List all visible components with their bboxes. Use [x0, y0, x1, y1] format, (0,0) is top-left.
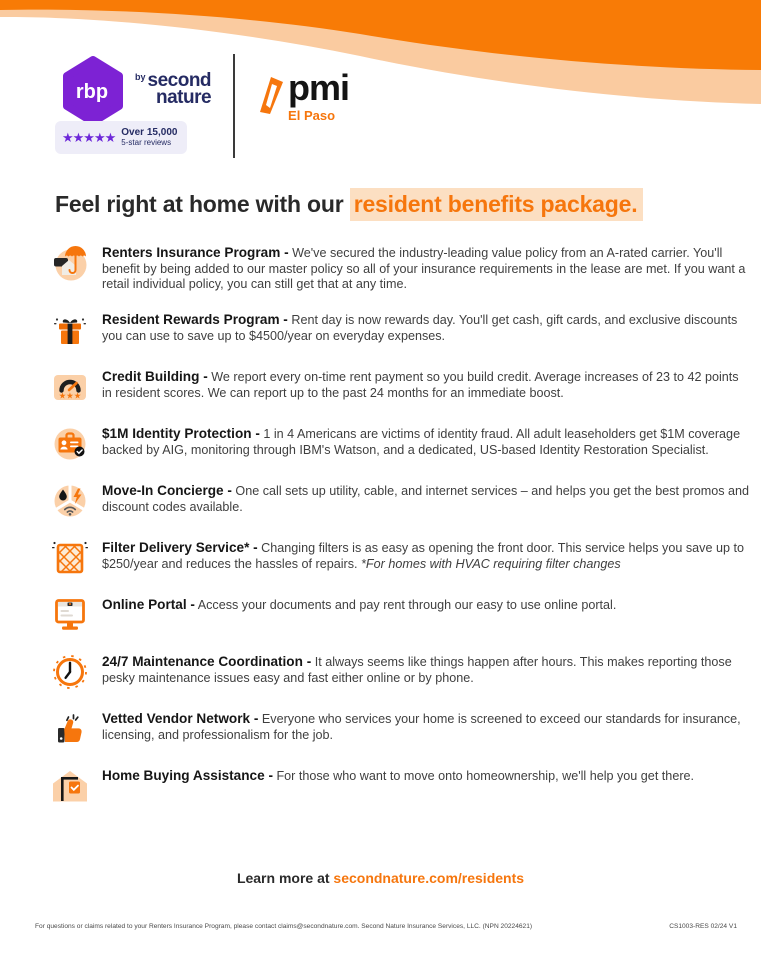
benefit-title: Home Buying Assistance - — [102, 768, 273, 784]
benefit-item-move-in-concierge — [50, 481, 750, 521]
benefit-title: Resident Rewards Program - — [102, 312, 288, 328]
house-sale-sign-icon — [50, 766, 90, 806]
computer-monitor-icon — [50, 595, 90, 635]
benefit-description: We've secured the industry-leading value policy from an A-rated carrier. You'll benefit by being added to our master policy so all of your insurance requirements in the lease are met. If you want a retail individual policy, you can still get that at any time. — [102, 246, 746, 292]
pmi-logo — [255, 67, 350, 123]
benefit-item-credit-building — [50, 367, 750, 407]
benefit-description: One call sets up utility, cable, and internet services – and helps you get the best promos and discount codes available. — [102, 484, 750, 514]
learn-more-link[interactable]: secondnature.com/residents — [333, 870, 525, 886]
benefit-description: Changing filters is as easy as opening the front door. This service helps you save up to $250/year and reduces the hassles of repairs. — [102, 541, 744, 571]
title-prefix: Feel right at home with our — [55, 191, 344, 217]
gift-box-icon — [50, 310, 90, 350]
benefit-title: $1M Identity Protection - — [102, 426, 260, 442]
benefit-description: Everyone who services your home is screened to exceed our standards for insurance, licensing, and professionalism for the job. — [102, 712, 741, 742]
logo-divider — [233, 54, 235, 158]
benefit-item-maintenance — [50, 652, 750, 692]
benefit-item-resident-rewards — [50, 310, 750, 350]
pmi-location: El Paso — [288, 107, 336, 123]
benefit-item-filter-delivery — [50, 538, 750, 578]
credit-gauge-icon — [50, 367, 90, 407]
umbrella-house-icon — [50, 243, 90, 283]
benefit-description: We report every on-time rent payment so you build credit. Average increases of 23 to 42 points in resident scores. We can report up to the past 24 months for an immediate boost. — [102, 370, 739, 400]
benefit-item-renters-insurance — [50, 243, 750, 293]
benefit-item-online-portal — [50, 595, 750, 635]
by-label: by — [135, 72, 146, 82]
thumbs-up-icon — [50, 709, 90, 749]
rbp-logo-icon — [57, 52, 129, 132]
svg-text:★★★: ★★★ — [58, 391, 82, 402]
document-code: CS1003-RES 02/24 V1 — [669, 923, 737, 930]
title-highlight: resident benefits package. — [350, 188, 644, 221]
page-title — [55, 191, 745, 218]
benefit-description: Access your documents and pay rent through our easy to use online portal. — [197, 598, 617, 613]
benefit-description: It always seems like things happen after hours. This makes reporting those pesky maintenance issues easy and fast either online or by phone. — [102, 655, 732, 685]
benefit-footnote: *For homes with HVAC requiring filter changes — [361, 556, 621, 571]
benefit-item-identity-protection — [50, 424, 750, 464]
pmi-name: pmi — [288, 67, 350, 108]
benefit-title: Online Portal - — [102, 597, 195, 613]
reviews-count: Over 15,000 — [121, 127, 178, 139]
benefit-description: Rent day is now rewards day. You'll get cash, gift cards, and exclusive discounts you can use to save up to $4500/year on everyday expenses. — [102, 313, 738, 343]
benefits-list — [50, 243, 750, 823]
svg-text:rbp: rbp — [75, 81, 109, 103]
fineprint-row — [35, 923, 737, 930]
reviews-label: 5-star reviews — [121, 137, 172, 147]
benefit-title: 24/7 Maintenance Coordination - — [102, 654, 312, 670]
learn-more-prefix: Learn more at — [236, 870, 334, 886]
benefit-title: Credit Building - — [102, 369, 208, 385]
pmi-flag-icon — [255, 74, 285, 116]
brand-word-nature: nature — [155, 87, 212, 109]
benefit-item-vendor-network — [50, 709, 750, 749]
benefit-title: Filter Delivery Service* - — [102, 540, 258, 556]
clock-icon — [50, 652, 90, 692]
benefit-description: For those who want to move onto homeownership, we'll help you get there. — [276, 769, 695, 784]
benefit-title: Vetted Vendor Network - — [102, 711, 259, 727]
brand-word-second: second — [147, 70, 212, 91]
air-filter-icon — [50, 538, 90, 578]
benefit-title: Move-In Concierge - — [102, 483, 232, 499]
id-card-shield-icon — [50, 424, 90, 464]
reviews-badge — [55, 121, 187, 154]
benefit-title: Renters Insurance Program - — [102, 245, 289, 260]
benefit-description: 1 in 4 Americans are victims of identity fraud. All adult leaseholders get $1M coverage backed by AIG, monitoring through IBM's Watson, and a dedicated, US-based Identity Restoration Specialist. — [102, 427, 741, 457]
benefit-item-home-buying — [50, 766, 750, 806]
second-nature-wordmark — [135, 72, 211, 107]
insurance-disclaimer: For questions or claims related to your Renters Insurance Program, please contact claims@secondnature.com. Second Nature Insurance Services, LLC. (NPN 20224621) — [35, 923, 533, 930]
five-stars-icon: ★★★★★ — [62, 129, 116, 145]
utilities-circle-icon — [50, 481, 90, 521]
learn-more-line — [0, 870, 761, 886]
